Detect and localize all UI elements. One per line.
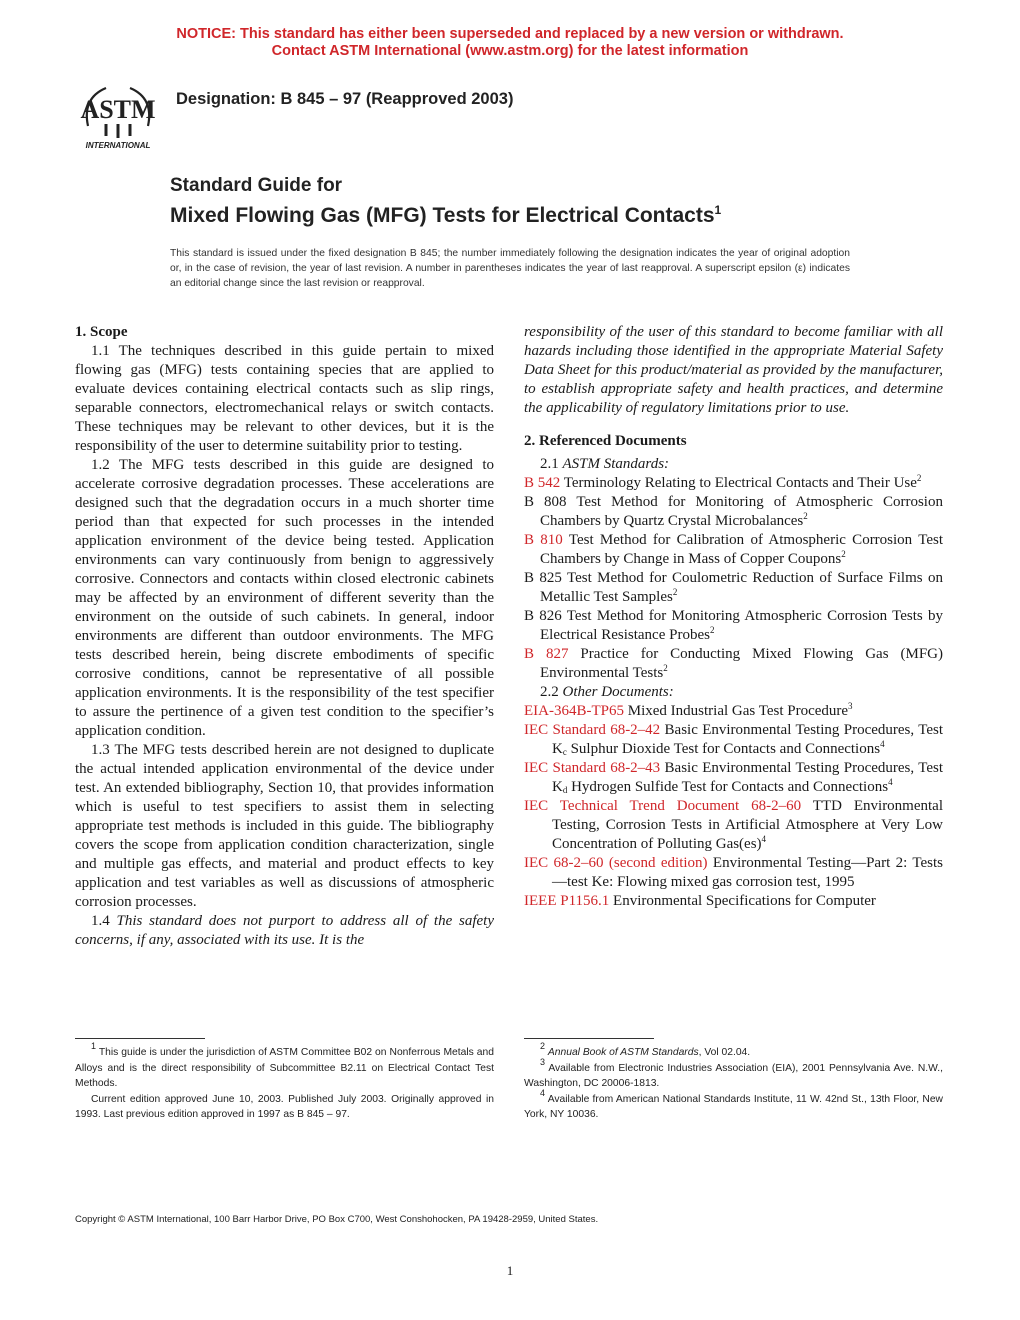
ref-link[interactable]: IEC Standard 68-2–42 <box>524 722 661 738</box>
para-1-4-number: 1.4 <box>91 913 117 929</box>
footnote-2-mark: 2 <box>540 1041 546 1051</box>
designation: Designation: B 845 – 97 (Reapproved 2003) <box>176 90 514 108</box>
para-1-1: 1.1 The techniques described in this guide pertain to mixed flowing gas (MFG) tests containing species that are applied to evaluate devices containing electrical contacts such as slip rings, separable connectors, electromechanical relays or switch contacts. These techniques may be relevant to other devices, but it is the responsibility of the user to determine suitability prior to testing. <box>75 343 494 454</box>
ref-fn: 4 <box>888 777 893 787</box>
ref-code: B 808 <box>524 494 567 510</box>
astm-logo-icon <box>72 80 164 152</box>
astm-standards-number: 2.1 <box>540 456 563 472</box>
document-title <box>170 175 721 229</box>
footnote-3 <box>524 1056 943 1092</box>
ref-link[interactable]: B 542 <box>524 475 561 491</box>
ref-subscript: c <box>562 747 567 757</box>
ref-text: Mixed Industrial Gas Test Procedure <box>624 703 849 719</box>
logo-subtext: INTERNATIONAL <box>85 141 151 150</box>
left-column <box>75 323 494 950</box>
para-1-2: 1.2 The MFG tests described in this guide are designed to accelerate corrosive degradation processes. These accelerations are designed such that the degradation occurs in a much shorter time period than that expected for such processes in the intended application environment of the device being tested. Application environments can vary continuously from benign to aggressively corrosive. Connectors and contacts within closed electronic cabinets may be affected by an environment of different severity than the environment on the outside of such cabinets. In general, indoor environments are different than outdoor environments. The MFG tests described herein, being discrete embodiments of specific corrosive conditions, cannot be representative of all possible application environments. It is the responsibility of the test specifier to assure the pertinence of a given test condition to the specifier’s application condition. <box>75 457 494 739</box>
ref-fn: 2 <box>803 511 808 521</box>
para-1-4 <box>75 912 494 950</box>
ref-item <box>524 493 943 531</box>
ref-item <box>524 892 943 911</box>
ref-link[interactable]: IEEE P1156.1 <box>524 893 610 909</box>
other-documents-text: Other Documents: <box>562 684 674 700</box>
ref-text: Test Method for Coulometric Reduction of Surface Films on Metallic Test Samples <box>540 570 943 605</box>
ref-text: Terminology Relating to Electrical Contacts and Their Use <box>560 475 917 491</box>
footnotes-left <box>75 1038 494 1123</box>
ref-item <box>524 645 943 683</box>
notice-line-1: NOTICE: This standard has either been superseded and replaced by a new version or withdrawn. <box>176 26 844 42</box>
ref-text: Environmental Specifications for Computer <box>609 893 876 909</box>
copyright-line: Copyright © ASTM International, 100 Barr Harbor Drive, PO Box C700, West Conshohocken, PA 19428-2959, United States. <box>75 1214 599 1225</box>
footnotes-right <box>524 1038 943 1123</box>
ref-text: Sulphur Dioxide Test for Contacts and Connections <box>566 741 881 757</box>
notice-line-2: Contact ASTM International (www.astm.org) for the latest information <box>271 43 749 59</box>
issuance-statement: This standard is issued under the fixed designation B 845; the number immediately following the designation indicates the year of original adoption or, in the case of revision, the year of last revision. A number in parentheses indicates the year of last reapproval. A superscript epsilon (ε) indicates an editorial change since the last revision or reapproval. <box>170 248 850 289</box>
page-number: 1 <box>506 1263 514 1278</box>
footnote-2 <box>524 1041 943 1061</box>
section-2-heading: 2. Referenced Documents <box>524 433 687 449</box>
other-documents-label <box>524 683 943 702</box>
title-line-2: Mixed Flowing Gas (MFG) Tests for Electrical Contacts <box>170 204 715 227</box>
ref-item <box>524 797 943 854</box>
astm-logo <box>72 80 164 152</box>
section-1-heading: 1. Scope <box>75 324 128 340</box>
footnote-3-text: Available from Electronic Industries Association (EIA), 2001 Pennsylvania Ave. N.W., Washington, DC 20006-1813. <box>524 1062 943 1089</box>
footnote-rule <box>524 1038 654 1039</box>
ref-fn: 2 <box>672 587 678 597</box>
footnote-3-mark: 3 <box>540 1056 546 1067</box>
footnote-1-mark: 1 <box>91 1041 97 1051</box>
ref-fn: 2 <box>841 549 846 559</box>
ref-item <box>524 854 943 892</box>
ref-fn: 2 <box>916 473 922 483</box>
ref-item <box>524 759 943 797</box>
ref-subscript: d <box>562 785 568 795</box>
para-1-3: 1.3 The MFG tests described herein are not designed to duplicate the actual intended application environmental of the device under test. An extended bibliography, Section 10, that provides information which is useful to test specifiers to assist them in selecting appropriate test methods is included in this guide. The bibliography covers the scope from application condition characterization, single and multiple gas effects, and material and product effects to key application and test variables as well as discussions of atmospheric corrosion processes. <box>75 742 494 910</box>
footnote-4-text: Available from American National Standards Institute, 11 W. 42nd St., 13th Floor, New York, NY 10036. <box>524 1093 943 1120</box>
ref-fn: 2 <box>663 663 668 673</box>
ref-text: Basic Environmental Testing Procedures, Test K <box>552 760 943 795</box>
ref-item <box>524 474 943 493</box>
ref-link[interactable]: EIA-364B-TP65 <box>524 703 624 719</box>
ref-text: Test Method for Monitoring of Atmospheric Corrosion Chambers by Quartz Crystal Microbalances <box>540 494 943 529</box>
ref-fn: 4 <box>761 834 767 844</box>
footnote-1 <box>75 1041 494 1092</box>
ref-fn: 4 <box>880 739 885 749</box>
footnote-2-text: , Vol 02.04. <box>698 1047 751 1058</box>
ref-code: B 826 <box>524 608 562 624</box>
ref-item <box>524 569 943 607</box>
para-1-4-text: This standard does not purport to address all of the safety concerns, if any, associated with its use. It is the <box>75 913 495 948</box>
footnote-4-mark: 4 <box>540 1087 546 1098</box>
ref-item <box>524 721 943 759</box>
footnote-2-title: Annual Book of ASTM Standards <box>547 1047 699 1058</box>
ref-text: Basic Environmental Testing Procedures, Test K <box>552 722 943 757</box>
para-1-4-continued: responsibility of the user of this standard to become familiar with all hazards including those identified in the appropriate Material Safety Data Sheet for this product/material as provided by the manufacturer, to establish appropriate safety and health practices, and determine the applicability of regulatory limitations prior to use. <box>524 324 943 416</box>
ref-link[interactable]: IEC Standard 68-2–43 <box>524 760 661 776</box>
footnote-1b: Current edition approved June 10, 2003. Published July 2003. Originally approved in 1993. Last previous edition approved in 1997 as B 845 – 97. <box>75 1093 494 1120</box>
logo-text: ASTM <box>80 95 156 124</box>
ref-code: B 825 <box>524 570 562 586</box>
astm-standards-label <box>524 455 943 474</box>
other-documents-number: 2.2 <box>540 684 563 700</box>
title-footnote-mark: 1 <box>714 203 722 217</box>
ref-text: Practice for Conducting Mixed Flowing Gas (MFG) Environmental Tests <box>540 646 943 681</box>
ref-link[interactable]: B 827 <box>524 646 569 662</box>
ref-link[interactable]: IEC 68-2–60 (second edition) <box>524 855 708 871</box>
ref-text: Environmental Testing—Part 2: Tests—test Ke: Flowing mixed gas corrosion test, 1995 <box>552 855 943 890</box>
ref-item <box>524 607 943 645</box>
ref-link[interactable]: IEC Technical Trend Document 68-2–60 <box>524 798 802 814</box>
withdrawal-notice <box>0 26 1020 60</box>
ref-item <box>524 531 943 569</box>
ref-fn: 2 <box>709 625 715 635</box>
right-column <box>524 323 943 911</box>
footnote-4 <box>524 1087 943 1123</box>
title-line-1: Standard Guide for <box>170 175 343 196</box>
footnote-1-text: This guide is under the jurisdiction of ASTM Committee B02 on Nonferrous Metals and Alloys and is the direct responsibility of Subcommittee B2.11 on Electrical Contact Test Methods. <box>75 1047 494 1089</box>
ref-item <box>524 702 943 721</box>
ref-fn: 3 <box>848 701 853 711</box>
astm-standards-text: ASTM Standards: <box>562 456 670 472</box>
ref-text: Test Method for Monitoring Atmospheric Corrosion Tests by Electrical Resistance Probes <box>540 608 943 643</box>
ref-text: Hydrogen Sulfide Test for Contacts and Connections <box>567 779 889 795</box>
footnote-rule <box>75 1038 205 1039</box>
ref-text: Test Method for Calibration of Atmospheric Corrosion Test Chambers by Change in Mass of Copper Coupons <box>540 532 943 567</box>
ref-text: TTD Environmental Testing, Corrosion Tests in Artificial Atmosphere at Very Low Concentration of Polluting Gas(es) <box>552 798 944 852</box>
ref-link[interactable]: B 810 <box>524 532 563 548</box>
